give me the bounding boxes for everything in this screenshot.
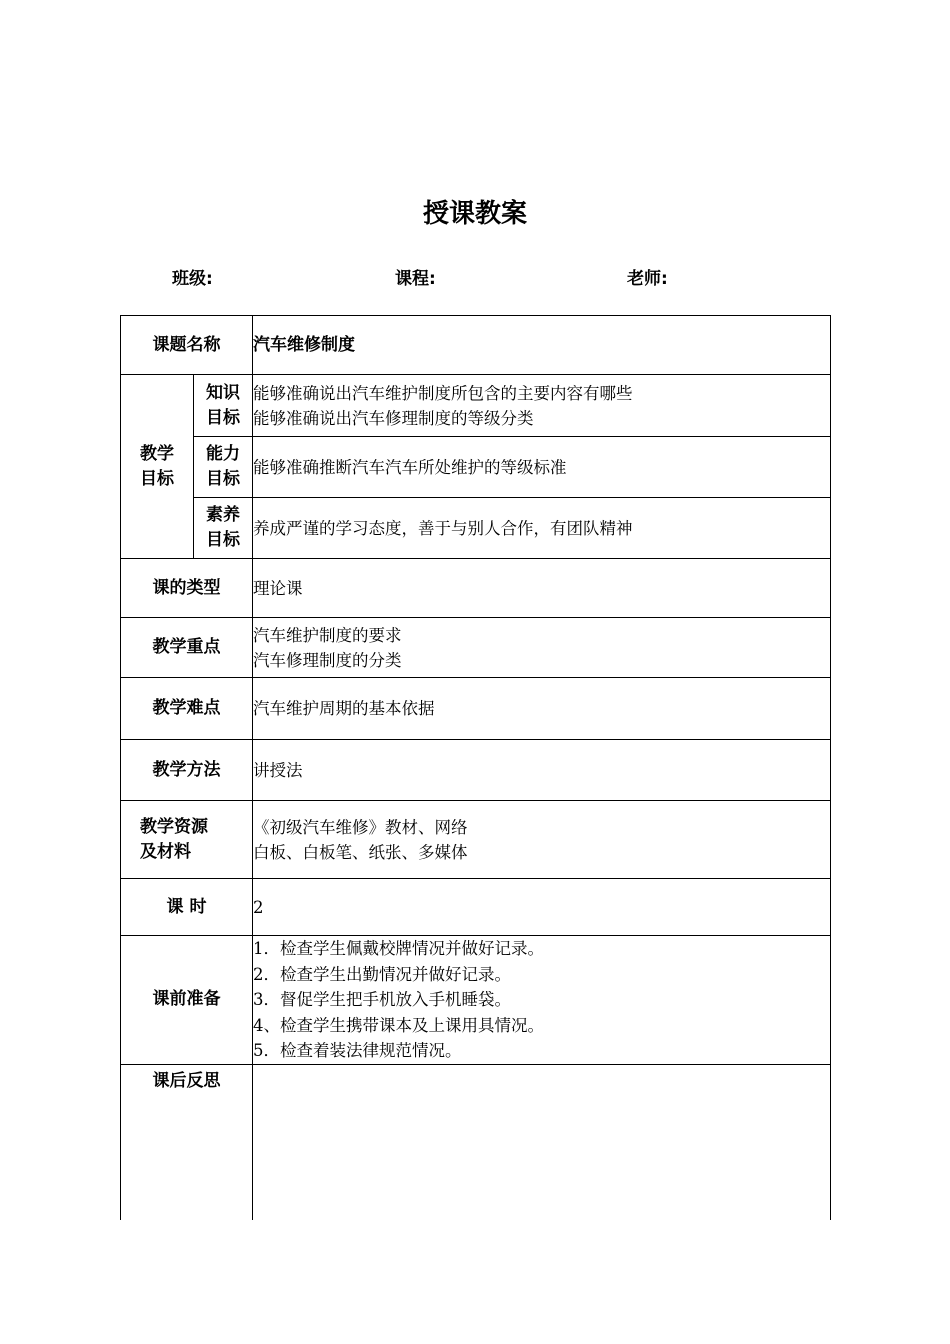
table-row	[121, 498, 831, 559]
preparation-line: 5．检查着装法律规范情况。	[253, 1041, 462, 1060]
table-row	[121, 740, 831, 801]
ability-objective-label-text: 能力目标	[206, 444, 240, 489]
resources-value	[253, 801, 831, 879]
table-row	[121, 437, 831, 498]
key-point-line: 汽车维护制度的要求	[253, 625, 402, 645]
ability-line: 能够准确推断汽车汽车所处维护的等级标准	[253, 457, 567, 477]
knowledge-line: 能够准确说出汽车维护制度所包含的主要内容有哪些	[253, 383, 633, 403]
table-row	[121, 375, 831, 437]
literacy-objective-value	[253, 498, 831, 559]
page-title: 授课教案	[422, 199, 527, 229]
preparation-line: 2．检查学生出勤情况并做好记录。	[253, 964, 511, 984]
difficulties-label: 教学难点	[121, 678, 253, 740]
hours-value: 2	[253, 879, 831, 936]
ability-objective-value	[253, 437, 831, 498]
literacy-objective-label	[194, 498, 253, 559]
literacy-objective-label-text: 素养目标	[206, 505, 240, 550]
key-points-value	[253, 618, 831, 678]
knowledge-objective-label	[194, 375, 253, 437]
preparation-value	[253, 936, 831, 1065]
course-label: 课程:	[395, 269, 436, 289]
ability-objective-label	[194, 437, 253, 498]
table-row	[121, 801, 831, 879]
preparation-line: 4、检查学生携带课本及上课用具情况。	[253, 1015, 544, 1035]
table-row	[121, 678, 831, 740]
reflection-value	[253, 1064, 831, 1220]
preparation-line: 1．检查学生佩戴校牌情况并做好记录。	[253, 939, 544, 958]
hours-label: 课 时	[121, 879, 253, 936]
lesson-plan-table	[120, 315, 831, 1220]
lesson-type-label: 课的类型	[121, 559, 253, 618]
knowledge-objective-value	[253, 375, 831, 437]
knowledge-line: 能够准确说出汽车修理制度的等级分类	[253, 408, 534, 428]
topic-value: 汽车维修制度	[253, 316, 831, 375]
methods-value: 讲授法	[253, 740, 831, 801]
resource-line: 《初级汽车维修》教材、网络	[253, 817, 468, 837]
preparation-line: 3．督促学生把手机放入手机睡袋。	[253, 990, 511, 1009]
difficulties-value: 汽车维护周期的基本依据	[253, 678, 831, 740]
resource-line: 白板、白板笔、纸张、多媒体	[253, 842, 468, 862]
table-row	[121, 559, 831, 618]
table-row	[121, 879, 831, 936]
resources-label	[121, 801, 253, 879]
reflection-label: 课后反思	[121, 1064, 253, 1220]
objectives-label-text: 教学目标	[140, 443, 174, 489]
table-row	[121, 936, 831, 1065]
objectives-label	[121, 375, 194, 559]
teacher-label: 老师:	[627, 269, 668, 289]
table-row	[121, 1064, 831, 1220]
resources-label-text: 教学资源及材料	[140, 816, 208, 862]
topic-label: 课题名称	[121, 316, 253, 375]
knowledge-objective-label-text: 知识目标	[206, 382, 240, 428]
table-row	[121, 316, 831, 375]
preparation-label: 课前准备	[121, 936, 253, 1065]
lesson-type-value: 理论课	[253, 559, 831, 618]
class-label: 班级:	[172, 269, 213, 289]
key-points-label: 教学重点	[121, 618, 253, 678]
literacy-line: 养成严谨的学习态度，善于与别人合作，有团队精神	[253, 518, 633, 538]
key-point-line: 汽车修理制度的分类	[253, 650, 402, 670]
table-row	[121, 618, 831, 678]
methods-label: 教学方法	[121, 740, 253, 801]
